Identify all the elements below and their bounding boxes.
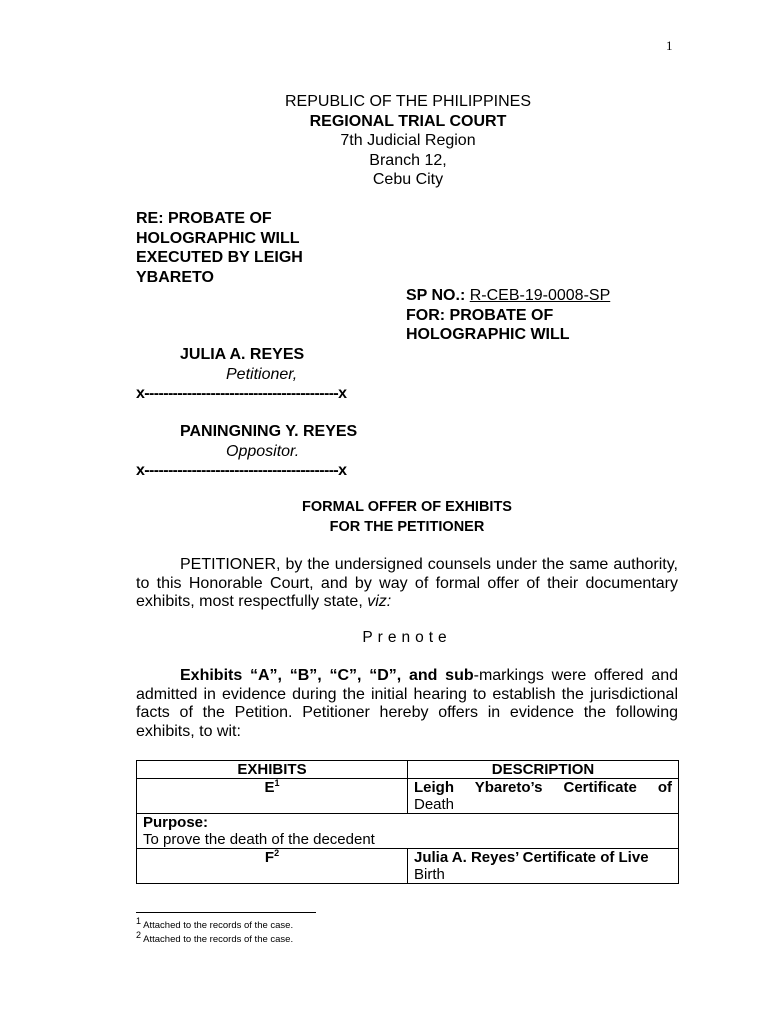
header-city: Cebu City [372,171,444,188]
case-caption [136,209,396,287]
sp-number-label: SP NO.: [406,287,466,304]
table-header-exhibits: EXHIBITS [137,761,408,779]
petitioner-name: JULIA A. REYES [180,346,305,363]
footnote-divider [136,912,316,913]
footnote: $^2$ Attached to the records of the case. [136,929,294,945]
header-region: 7th Judicial Region [340,132,476,149]
page-number: 1 [666,38,673,53]
caption-line: RE: PROBATE OF [136,210,272,227]
caption-line: HOLOGRAPHIC WILL [136,229,300,247]
petitioner-role: Petitioner, [226,365,298,383]
exhibit-cell: $E^1$ [137,779,408,814]
description-cell: Julia A. Reyes’ Certificate of Live Birth [408,849,679,884]
caption-line: EXECUTED BY LEIGH [136,249,303,266]
purpose-cell [137,814,679,849]
exhibit-cell: $F^2$ [137,849,408,884]
intro-viz: viz: [367,593,392,610]
petitioner-block [136,345,346,404]
prenote-heading: Prenote [362,629,452,646]
exhibits-table [136,760,679,884]
table-row [137,814,679,849]
court-header [0,92,768,190]
oppositor-name: PANINGNING Y. REYES [180,423,358,440]
case-for-line: FOR: PROBATE OF [406,306,554,324]
intro-text: PETITIONER, by the undersigned counsels under the same authority, to this Honorable Court, and by way of formal offer of their documentary exhibits, most respectfully state, [136,556,678,610]
footnote-ref: 2 [274,848,280,858]
table-header-row [137,761,679,779]
separator-line: x-----------------------------------------x [136,385,347,402]
case-for-line: HOLOGRAPHIC WILL [406,326,570,343]
header-branch: Branch 12, [369,151,447,169]
prenote-paragraph [136,667,678,741]
purpose-label: Purpose: [143,814,209,831]
header-court: REGIONAL TRIAL COURT [309,112,507,130]
intro-paragraph [136,556,678,612]
footnote: $^1$ Attached to the records of the case. [136,915,294,931]
title-line: FORMAL OFFER OF EXHIBITS [302,499,512,515]
oppositor-role: Oppositor. [226,442,300,460]
title-line: FOR THE PETITIONER [329,518,485,535]
oppositor-block [136,422,357,481]
caption-line: YBARETO [136,268,214,286]
header-republic: REPUBLIC OF THE PHILIPPINES [285,93,531,110]
separator-line: x-----------------------------------------x [136,462,347,479]
table-row [137,849,679,884]
prenote-bold: Exhibits “A”, “B”, “C”, “D”, and sub [180,667,474,684]
document-title [136,498,678,537]
purpose-text: To prove the death of the decedent [143,831,375,848]
prenote-text: -markings were offered and admitted in evidence during the initial hearing to establish the jurisdictional facts of the Petition. Petitioner hereby offers in evidence the following exhibits, to wit: [136,667,679,740]
table-row [137,779,679,814]
case-number-block [406,286,610,345]
footnote-ref: 1 [274,778,280,788]
sp-number-value: R-CEB-19-0008-SP [469,287,611,304]
table-header-description: DESCRIPTION [408,761,679,779]
description-cell: Leigh Ybareto’s Certificate of Death [408,779,679,814]
